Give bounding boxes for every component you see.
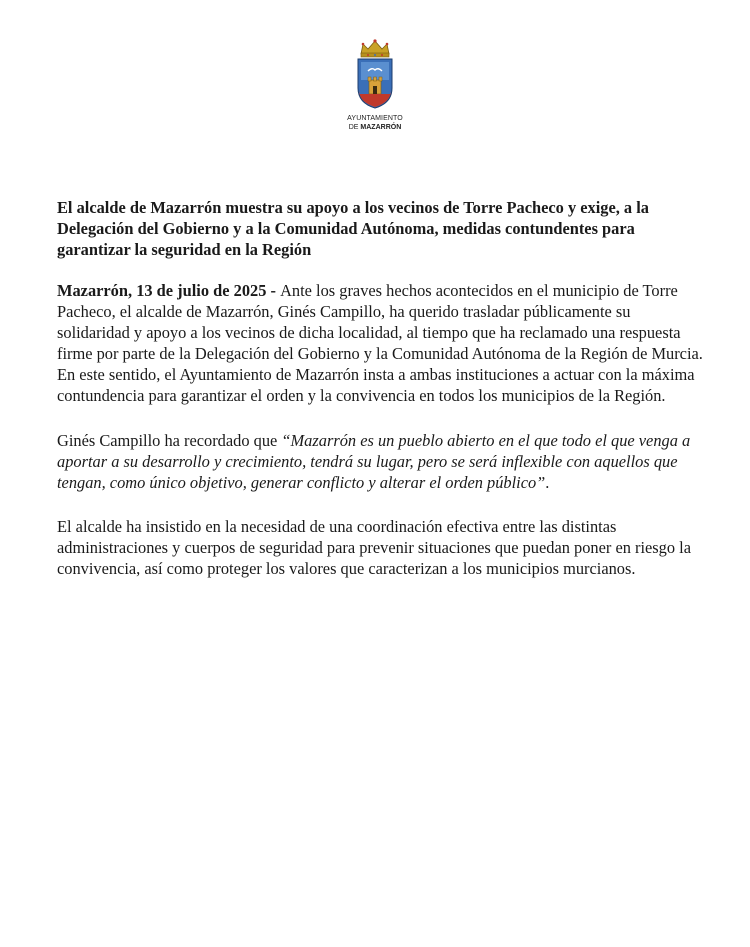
article-body [57, 197, 707, 602]
dateline: Mazarrón, 13 de julio de 2025 [57, 281, 267, 300]
paragraph-2-end: . [545, 472, 550, 492]
coat-of-arms-icon [353, 38, 397, 110]
logo-line-ayuntamiento: AYUNTAMIENTO [347, 115, 403, 122]
logo-line-mazarron [335, 123, 415, 132]
municipal-logo [335, 38, 415, 132]
logo-line-prefix: DE [348, 124, 359, 131]
dateline-separator: - [266, 281, 281, 300]
paragraph-1 [57, 280, 707, 407]
paragraph-3: El alcalde ha insistido en la necesidad de una coordinación efectiva entre las distintas administraciones y cuerpos de seguridad para prevenir situaciones que puedan poner en riesgo la convivencia, así como proteger los valores que caracterizan a los municipios murcianos. [57, 516, 692, 579]
paragraph-1-text: Ante los graves hechos acontecidos en el municipio de Torre Pacheco, el alcalde de Mazarrón, Ginés Campillo, ha querido trasladar públicamente su solidaridad y apoyo a los vecinos de dicha localidad, al tiempo que ha reclamado una respuesta firme por parte de la Delegación del Gobierno y la Comunidad Autónoma de la Región de Murcia. En este sentido, el Ayuntamiento de Mazarrón insta a ambas instituciones a actuar con la máxima contundencia para garantizar el orden y la convivencia en todos los municipios de la Región. [57, 281, 703, 406]
mayor-quote: “Mazarrón es un pueblo abierto en el que todo el que venga a aportar a su desarrollo y crecimiento, tendrá su lugar, pero se será inflexible con aquellos que tengan, como único objetivo, generar conflicto y alterar el orden público” [57, 430, 691, 492]
paragraph-2-intro: Ginés Campillo ha recordado que [57, 430, 282, 450]
paragraph-2 [57, 430, 707, 493]
article-headline: El alcalde de Mazarrón muestra su apoyo a los vecinos de Torre Pacheco y exige, a la Delegación del Gobierno y a la Comunidad Autónoma, medidas contundentes para garantizar la seguridad en la Región [57, 198, 649, 259]
logo-line-name: MAZARRÓN [360, 124, 402, 131]
